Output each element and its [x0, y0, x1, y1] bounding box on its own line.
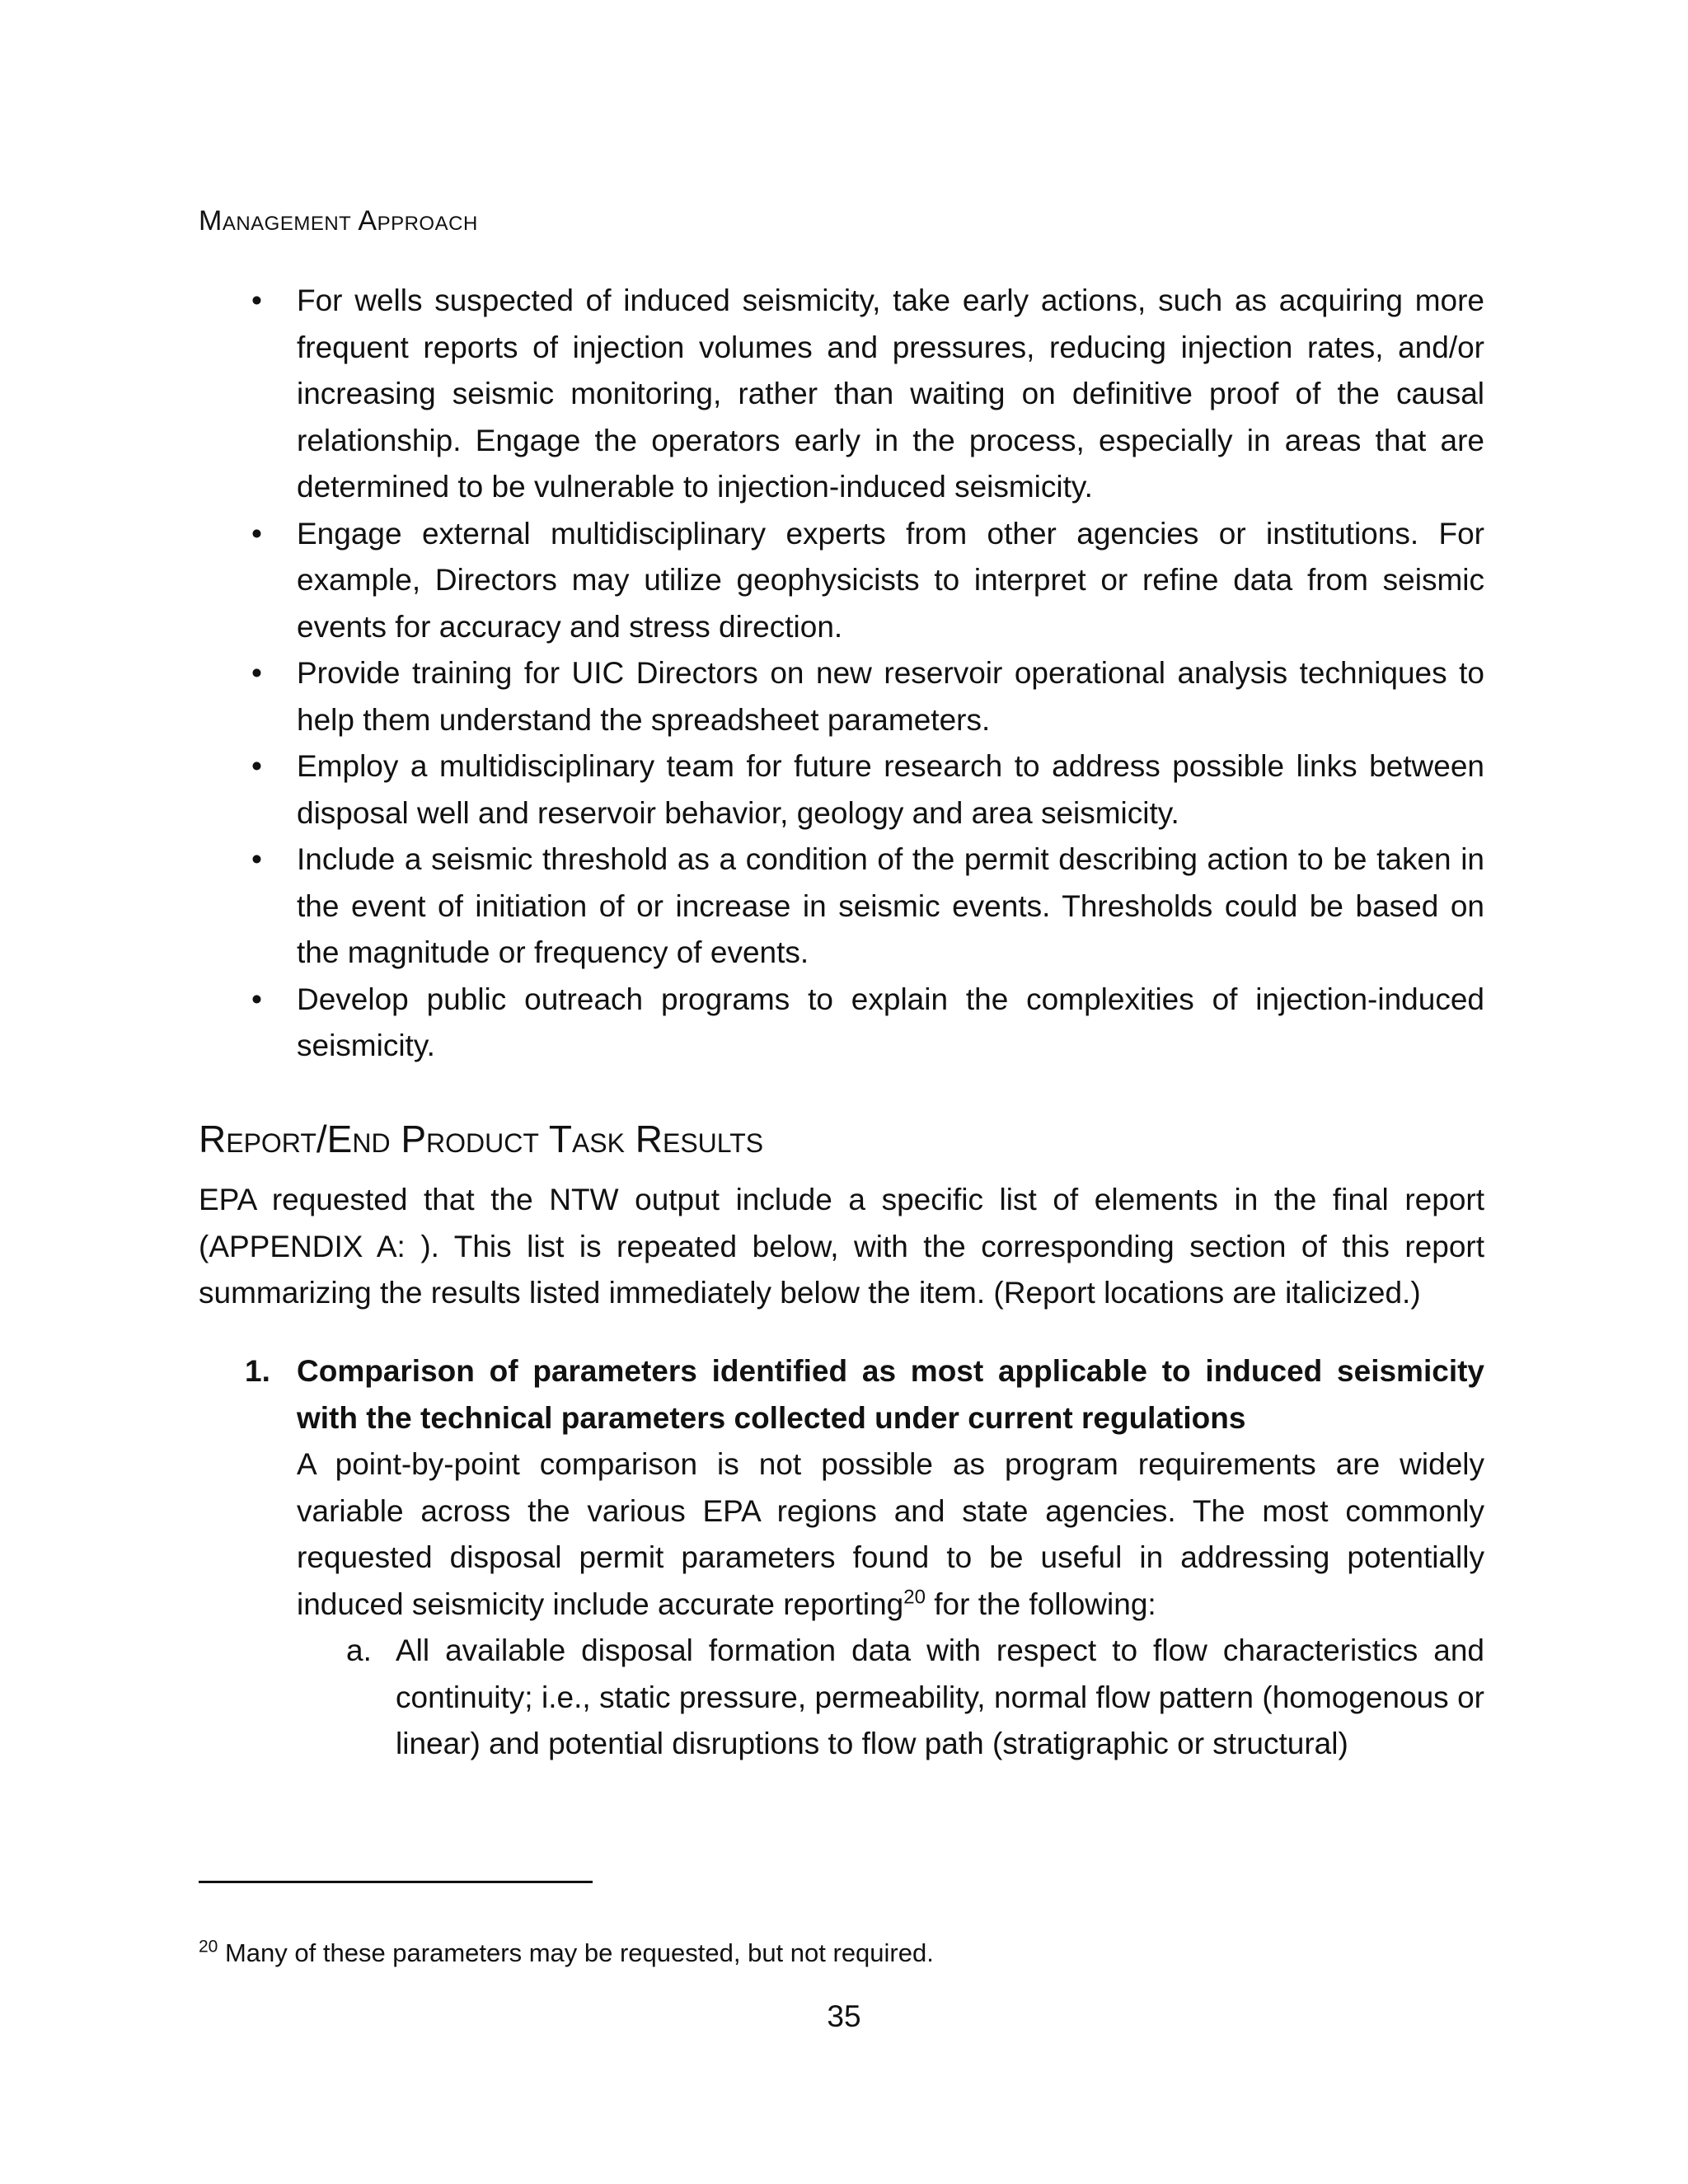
- intro-paragraph: EPA requested that the NTW output include a specific list of elements in the final report (APPENDIX A: ). This list is repeated below, with the corresponding section of this report summarizing the results listed immediately below the item. (Report locations are italicized.): [199, 1183, 1484, 1310]
- item-body-text: A point-by-point comparison is not possible as program requirements are widely variable across the various EPA regions and state agencies. The most commonly requested disposal permit parameters found to be useful in addressing potentially induced seismicity include accurate reporting: [297, 1447, 1484, 1621]
- numbered-list: [199, 1348, 1484, 1768]
- sub-item-list: [297, 1628, 1484, 1768]
- bullet-icon: •: [251, 749, 262, 783]
- bullet-text: Develop public outreach programs to explain the complexities of injection-induced seismicity.: [297, 982, 1484, 1062]
- bullet-icon: •: [251, 284, 262, 317]
- footnote: [199, 1937, 934, 1970]
- item-body-text-end: for the following:: [925, 1586, 1156, 1621]
- item-number: 1.: [245, 1354, 270, 1388]
- bullet-item: [199, 511, 1484, 651]
- item-body: [297, 1441, 1484, 1628]
- bullet-item: [199, 837, 1484, 977]
- numbered-item: [199, 1348, 1484, 1768]
- bullet-text: For wells suspected of induced seismicity, take early actions, such as acquiring more frequent reports of injection volumes and pressures, reducing injection rates, and/or increasing seismic monitoring, rather than waiting on definitive proof of the causal relationship. Engage the operators early in the process, especially in areas that are determined to be vulnerable to injection-induced seismicity.: [297, 284, 1484, 504]
- sub-item-letter: a.: [346, 1633, 372, 1667]
- footnote-separator: [199, 1881, 593, 1883]
- bullet-text: Engage external multidisciplinary experts from other agencies or institutions. For example, Directors may utilize geophysicists to interpret or refine data from seismic events for accuracy and stress direction.: [297, 516, 1484, 644]
- footnote-reference[interactable]: 20: [903, 1586, 926, 1609]
- bullet-icon: •: [251, 982, 262, 1016]
- page-number: 35: [827, 1999, 861, 2033]
- sub-item: [297, 1628, 1484, 1768]
- section-heading: Report/End Product Task Results: [199, 1118, 764, 1160]
- bullet-text: Employ a multidisciplinary team for future research to address possible links between disposal well and reservoir behavior, geology and area seismicity.: [297, 749, 1484, 830]
- bullet-item: [199, 650, 1484, 743]
- footnote-marker: 20: [199, 1937, 218, 1957]
- bullet-icon: •: [251, 656, 262, 690]
- bullet-item: [199, 743, 1484, 837]
- bullet-icon: •: [251, 516, 262, 551]
- bullet-text: Include a seismic threshold as a condition of the permit describing action to be taken in the event of initiation of or increase in seismic events. Thresholds could be based on the magnitude or frequency of events.: [297, 842, 1484, 969]
- bullet-item: [199, 977, 1484, 1070]
- sub-item-text: All available disposal formation data with respect to flow characteristics and continuity; i.e., static pressure, permeability, normal flow pattern (homogenous or linear) and potential disruptions to flow path (stratigraphic or structural): [396, 1633, 1484, 1760]
- bullet-item: [199, 278, 1484, 511]
- running-head: Management Approach: [199, 205, 478, 237]
- bullet-text: Provide training for UIC Directors on new reservoir operational analysis techniques to help them understand the spreadsheet parameters.: [297, 656, 1484, 737]
- bullet-icon: •: [251, 842, 262, 876]
- footnote-text: Many of these parameters may be requested, but not required.: [218, 1938, 934, 1967]
- recommendation-bullet-list: [199, 278, 1484, 1070]
- item-title: Comparison of parameters identified as most applicable to induced seismicity with the technical parameters collected under current regulations: [297, 1354, 1484, 1435]
